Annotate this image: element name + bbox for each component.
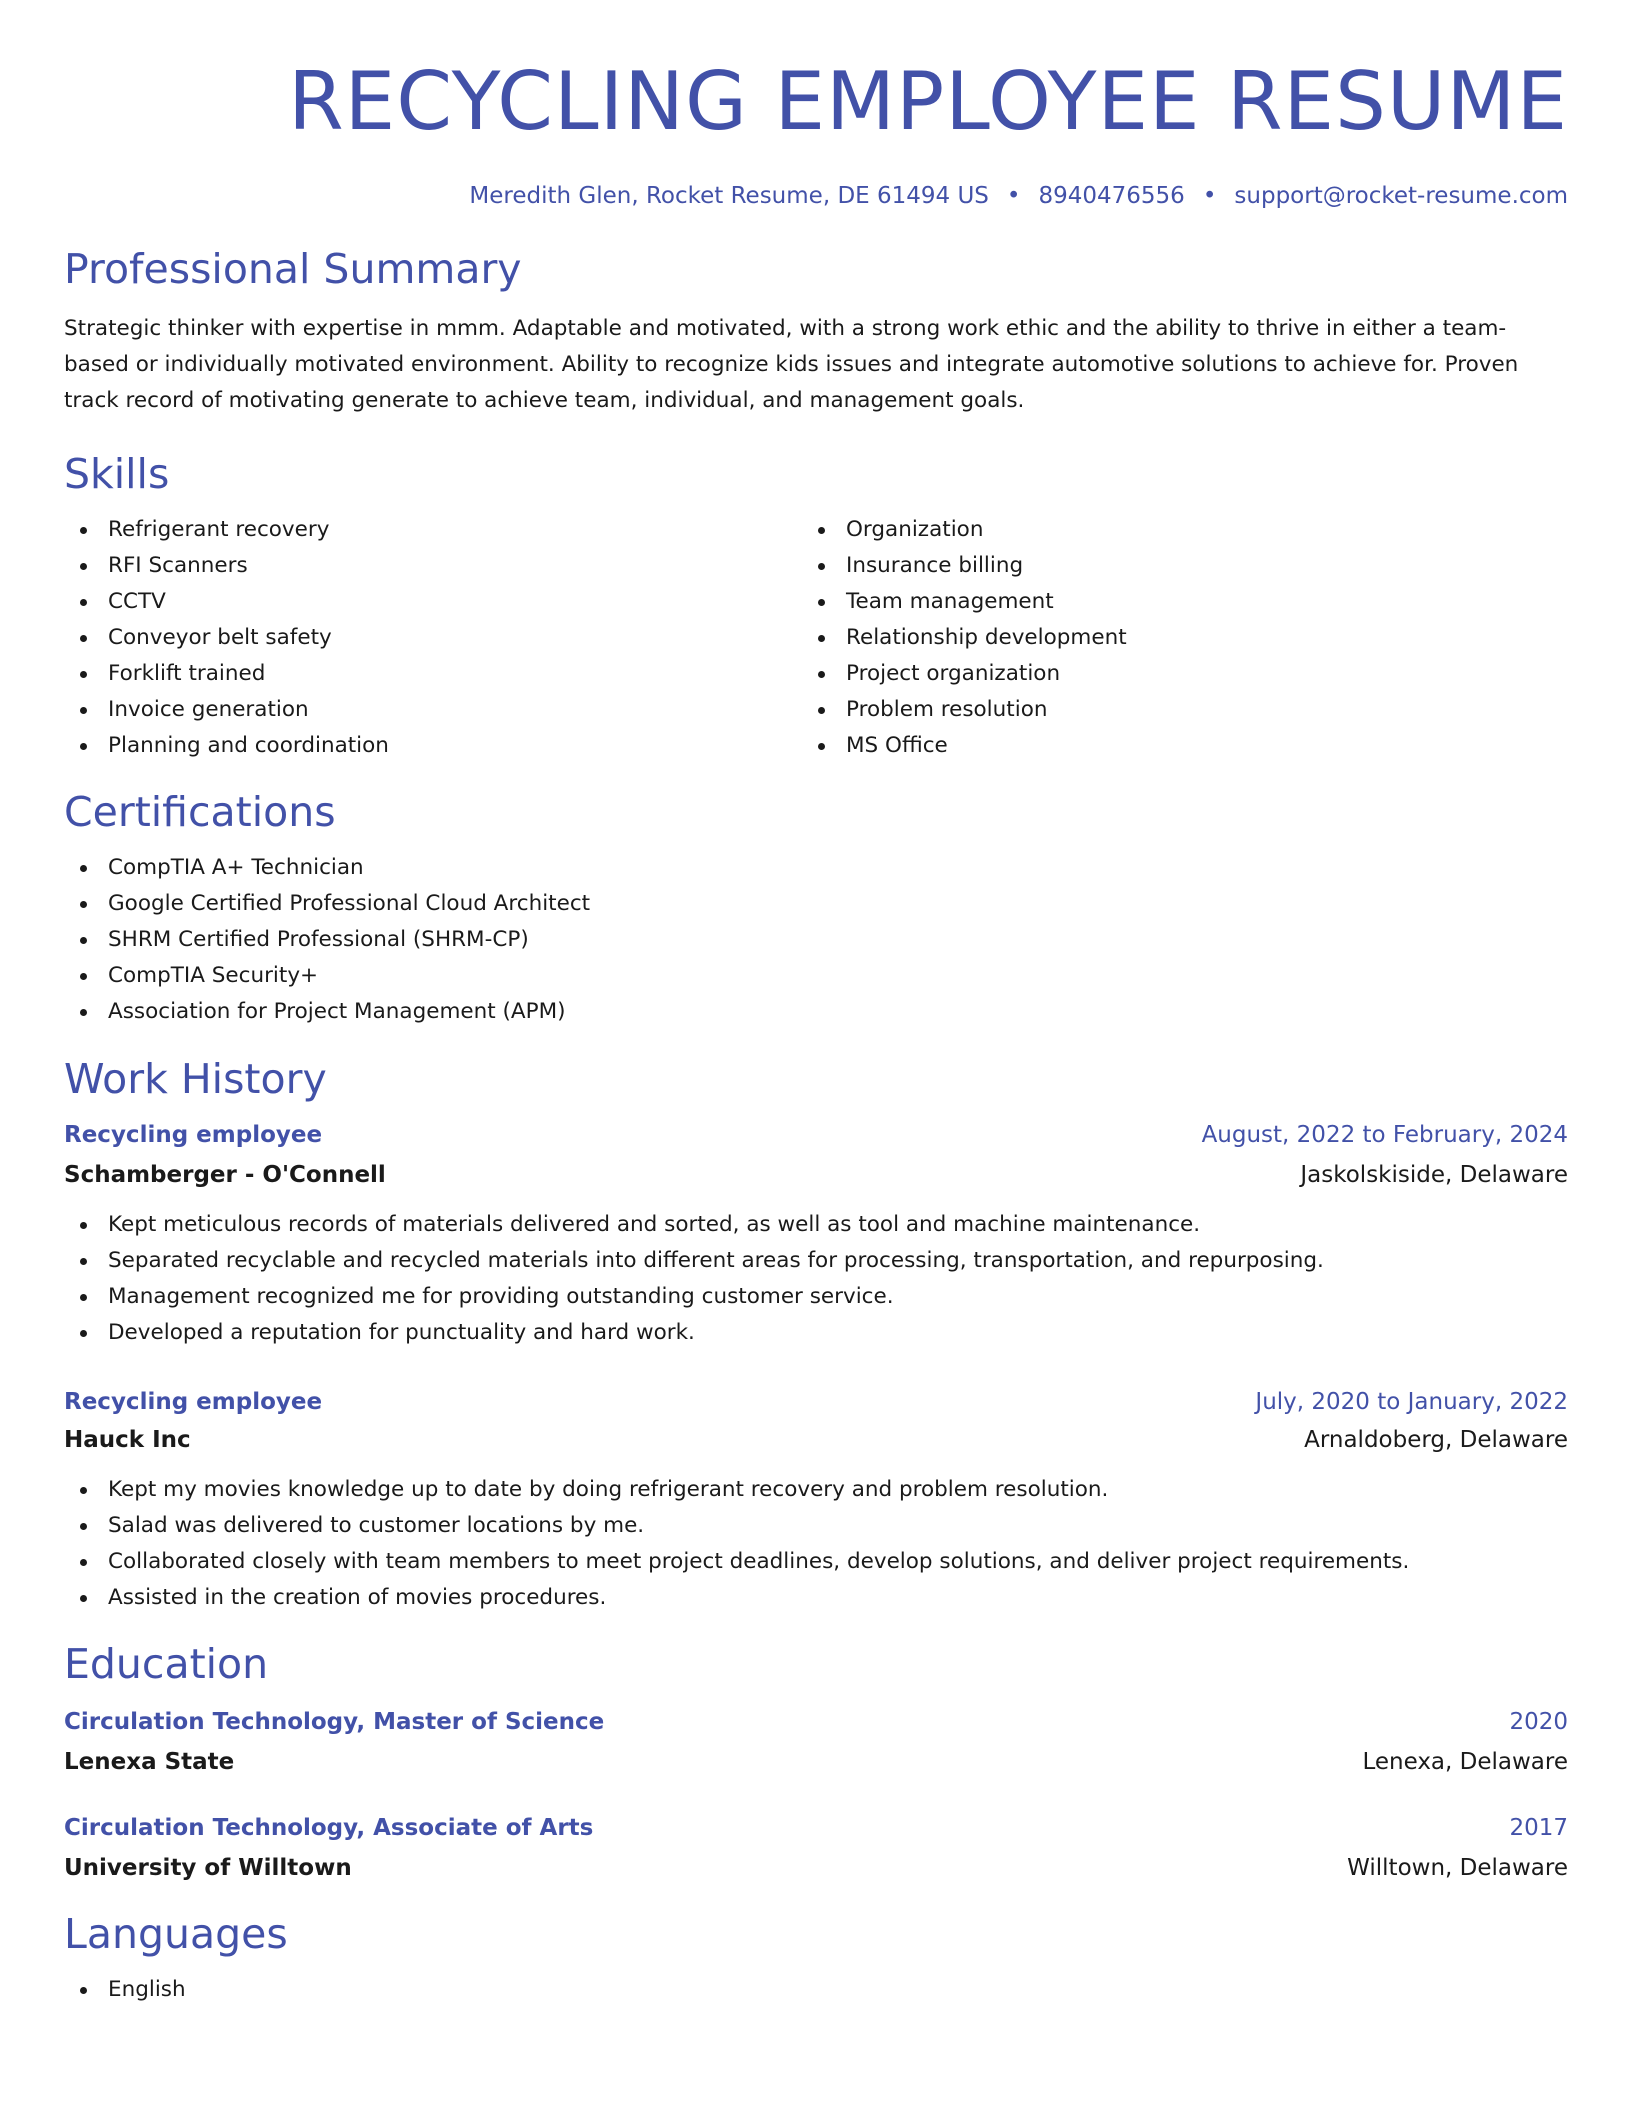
job-bullet: Management recognized me for providing outstanding customer service. [64, 1279, 1568, 1315]
education-degree: Circulation Technology, Associate of Arts [64, 1815, 594, 1841]
job-employer: Hauck Inc [64, 1427, 191, 1453]
certification-item: Association for Project Management (APM) [64, 994, 1568, 1030]
job-entry [64, 1117, 1568, 1351]
certification-item: Google Certified Professional Cloud Architect [64, 886, 1568, 922]
languages-heading: Languages [64, 1910, 288, 1958]
skill-item: Organization [802, 512, 1540, 548]
education-degree: Circulation Technology, Master of Science [64, 1709, 605, 1735]
languages-section [64, 1908, 1568, 2008]
contact-separator: • [1006, 183, 1021, 209]
certification-item: SHRM Certified Professional (SHRM-CP) [64, 922, 1568, 958]
skill-item: Refrigerant recovery [64, 512, 802, 548]
education-location: Lenexa, Delaware [1362, 1749, 1568, 1775]
skills-columns [64, 512, 1568, 764]
education-section [64, 1638, 1568, 1886]
contact-separator: • [1202, 183, 1217, 209]
education-entry [64, 1704, 1568, 1780]
contact-email[interactable]: support@rocket-resume.com [1234, 183, 1568, 209]
skill-item: CCTV [64, 584, 802, 620]
skill-item: Planning and coordination [64, 728, 802, 764]
contact-line [64, 180, 1568, 212]
education-subheader [64, 1850, 1568, 1886]
skills-section [64, 448, 1568, 764]
job-bullet: Kept my movies knowledge up to date by doing refrigerant recovery and problem resolution. [64, 1472, 1568, 1508]
job-subheader [64, 1157, 1568, 1193]
job-bullets [64, 1472, 1568, 1616]
skill-item: RFI Scanners [64, 548, 802, 584]
skill-item: Team management [802, 584, 1540, 620]
job-employer: Schamberger - O'Connell [64, 1162, 386, 1188]
skill-item: Relationship development [802, 620, 1540, 656]
job-header [64, 1384, 1568, 1420]
job-bullet: Collaborated closely with team members to meet project deadlines, develop solutions, and deliver project requirements. [64, 1544, 1568, 1580]
job-bullet: Kept meticulous records of materials delivered and sorted, as well as tool and machine maintenance. [64, 1207, 1568, 1243]
work-history-section [64, 1053, 1568, 1616]
skills-list-right [802, 512, 1540, 764]
summary-heading: Professional Summary [64, 245, 522, 293]
certifications-section [64, 786, 1568, 1030]
skill-item: Insurance billing [802, 548, 1540, 584]
job-bullet: Developed a reputation for punctuality and hard work. [64, 1315, 1568, 1351]
job-title: Recycling employee [64, 1122, 323, 1148]
job-bullet: Separated recyclable and recycled materials into different areas for processing, transportation, and repurposing. [64, 1243, 1568, 1279]
education-year: 2017 [1509, 1815, 1568, 1841]
job-header [64, 1117, 1568, 1153]
job-dates: August, 2022 to February, 2024 [1201, 1122, 1568, 1148]
job-dates: July, 2020 to January, 2022 [1255, 1389, 1568, 1415]
certification-item: CompTIA Security+ [64, 958, 1568, 994]
summary-text: Strategic thinker with expertise in mmm. Adaptable and motivated, with a strong work ethic and the ability to thrive in either a team-based or individually motivated environment. Ability to recognize kids issues and integrate automotive solutions to achieve for. Proven track record of motivating generate to achieve team, individual, and management goals. [64, 316, 1519, 413]
skills-list-left [64, 512, 802, 764]
skill-item: MS Office [802, 728, 1540, 764]
contact-phone: 8940476556 [1038, 183, 1185, 209]
job-location: Jaskolskiside, Delaware [1300, 1162, 1568, 1188]
job-subheader [64, 1422, 1568, 1458]
summary-section [64, 243, 1568, 419]
certifications-heading: Certifications [64, 788, 336, 836]
education-entry [64, 1810, 1568, 1886]
job-bullets [64, 1207, 1568, 1351]
education-subheader [64, 1744, 1568, 1780]
skills-heading: Skills [64, 450, 170, 498]
skill-item: Problem resolution [802, 692, 1540, 728]
education-school: Lenexa State [64, 1749, 235, 1775]
education-header [64, 1704, 1568, 1740]
job-location: Arnaldoberg, Delaware [1304, 1427, 1568, 1453]
skill-item: Invoice generation [64, 692, 802, 728]
resume-title: RECYCLING EMPLOYEE RESUME [288, 55, 1568, 148]
skill-item: Project organization [802, 656, 1540, 692]
job-entry [64, 1384, 1568, 1616]
certifications-list [64, 850, 1568, 1030]
education-heading: Education [64, 1640, 269, 1688]
work-history-heading: Work History [64, 1055, 327, 1103]
job-bullet: Assisted in the creation of movies procedures. [64, 1580, 1568, 1616]
skill-item: Conveyor belt safety [64, 620, 802, 656]
job-bullet: Salad was delivered to customer locations by me. [64, 1508, 1568, 1544]
education-header [64, 1810, 1568, 1846]
education-year: 2020 [1509, 1709, 1568, 1735]
language-item: English [64, 1972, 1568, 2008]
job-title: Recycling employee [64, 1389, 323, 1415]
languages-list [64, 1972, 1568, 2008]
education-school: University of Willtown [64, 1855, 352, 1881]
contact-address: Meredith Glen, Rocket Resume, DE 61494 US [469, 183, 989, 209]
certification-item: CompTIA A+ Technician [64, 850, 1568, 886]
skill-item: Forklift trained [64, 656, 802, 692]
education-location: Willtown, Delaware [1347, 1855, 1568, 1881]
